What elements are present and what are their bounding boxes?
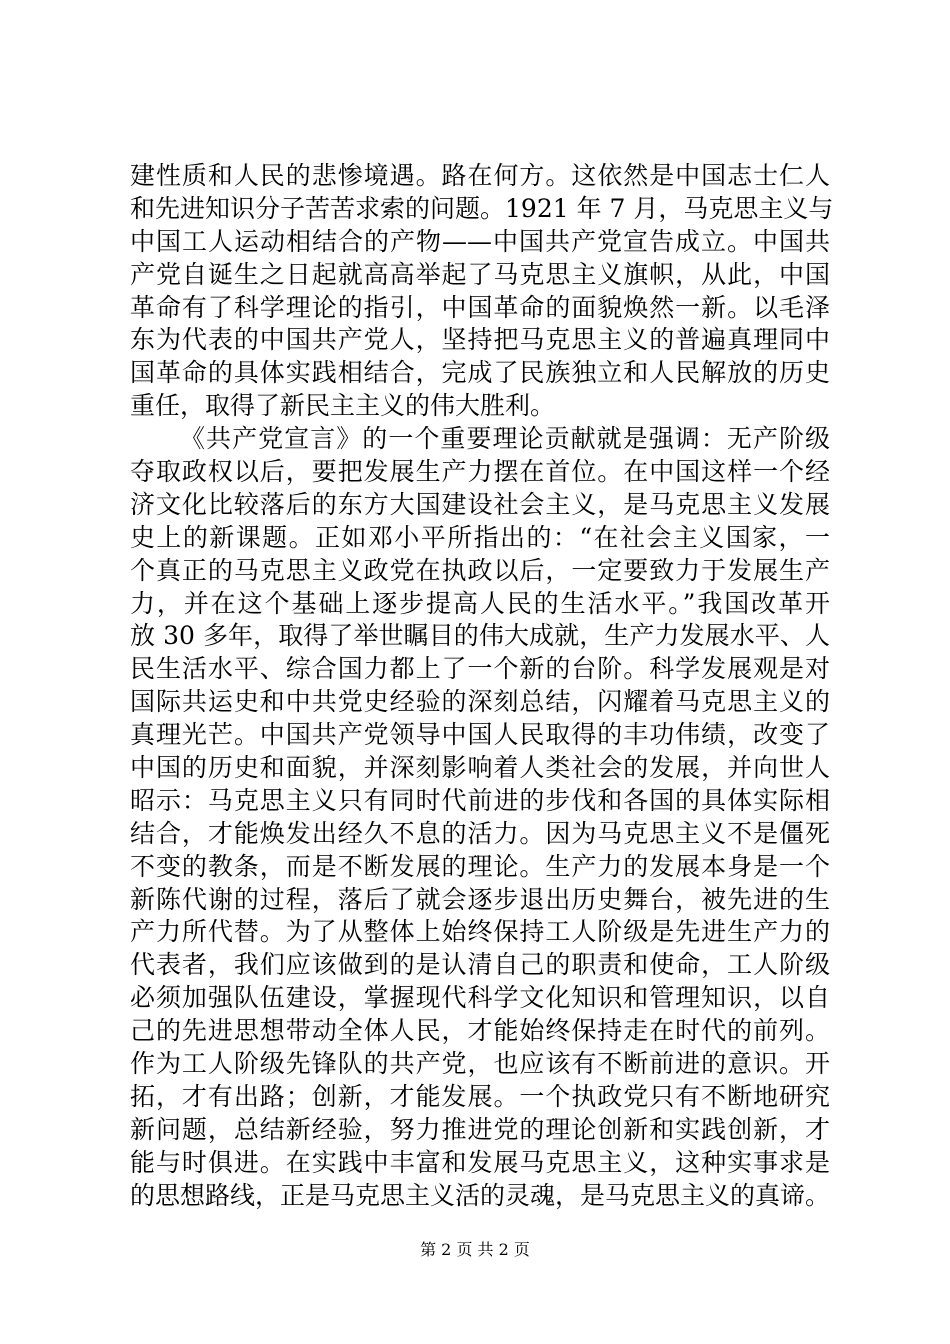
text-line: 的思想路线，正是马克思主义活的灵魂，是马克思主义的真谛。 [130,1180,831,1210]
text-line: 济文化比较落后的东方大国建设社会主义，是马克思主义发展 [130,489,830,519]
text-line: 《共产党宣言》的一个重要理论贡献就是强调：无产阶级 [180,424,830,454]
text-line: 东为代表的中国共产党人，坚持把马克思主义的普遍真理同中 [130,325,830,355]
text-line: 能与时俱进。在实践中丰富和发展马克思主义，这种实事求是 [130,1147,830,1177]
page-footer [0,1239,950,1261]
text-line: 中国工人运动相结合的产物——中国共产党宣告成立。中国共 [130,226,830,256]
text-line: 不变的教条，而是不断发展的理论。生产力的发展本身是一个 [130,851,830,881]
text-line: 昭示：马克思主义只有同时代前进的步伐和各国的具体实际相 [130,785,830,815]
text-line: 建性质和人民的悲惨境遇。路在何方。这依然是中国志士仁人 [130,161,830,190]
text-line: 和先进知识分子苦苦求索的问题。1921 年 7 月，马克思主义与 [130,193,834,223]
page-number-label: 第 2 页 共 2 页 [420,1240,530,1259]
text-line: 放 30 多年，取得了举世瞩目的伟大成就，生产力发展水平、人 [130,621,830,651]
text-line: 国际共运史和中共党史经验的深刻总结，闪耀着马克思主义的 [130,687,830,717]
text-line: 必须加强队伍建设，掌握现代科学文化知识和管理知识，以自 [130,983,830,1013]
text-line: 民生活水平、综合国力都上了一个新的台阶。科学发展观是对 [130,654,830,684]
text-line: 力，并在这个基础上逐步提高人民的生活水平。”我国改革开 [130,588,830,618]
text-line: 革命有了科学理论的指引，中国革命的面貌焕然一新。以毛泽 [130,292,830,322]
paragraph-1 [130,160,834,423]
text-line: 夺取政权以后，要把发展生产力摆在首位。在中国这样一个经 [130,457,830,487]
text-line: 拓，才有出路；创新，才能发展。一个执政党只有不断地研究 [130,1081,830,1111]
text-line: 己的先进思想带动全体人民，才能始终保持走在时代的前列。 [130,1016,830,1046]
text-line: 国革命的具体实践相结合，完成了民族独立和人民解放的历史 [130,358,830,388]
text-line: 产力所代替。为了从整体上始终保持工人阶级是先进生产力的 [130,917,830,947]
document-body [130,160,834,1213]
text-line: 个真正的马克思主义政党在执政以后，一定要致力于发展生产 [130,555,830,585]
text-line: 结合，才能焕发出经久不息的活力。因为马克思主义不是僵死 [130,818,830,848]
text-line: 新问题，总结新经验，努力推进党的理论创新和实践创新，才 [130,1114,830,1144]
text-line: 重任，取得了新民主主义的伟大胜利。 [130,391,556,421]
text-line: 产党自诞生之日起就高高举起了马克思主义旗帜，从此，中国 [130,259,830,289]
paragraph-2 [130,423,830,1212]
text-line: 史上的新课题。正如邓小平所指出的：“在社会主义国家，一 [130,522,830,552]
text-line: 代表者，我们应该做到的是认清自己的职责和使命，工人阶级 [130,950,830,980]
text-line: 新陈代谢的过程，落后了就会逐步退出历史舞台，被先进的生 [130,884,830,914]
text-line: 真理光芒。中国共产党领导中国人民取得的丰功伟绩，改变了 [130,720,830,750]
text-line: 作为工人阶级先锋队的共产党，也应该有不断前进的意识。开 [130,1049,830,1079]
text-line: 中国的历史和面貌，并深刻影响着人类社会的发展，并向世人 [130,753,830,783]
